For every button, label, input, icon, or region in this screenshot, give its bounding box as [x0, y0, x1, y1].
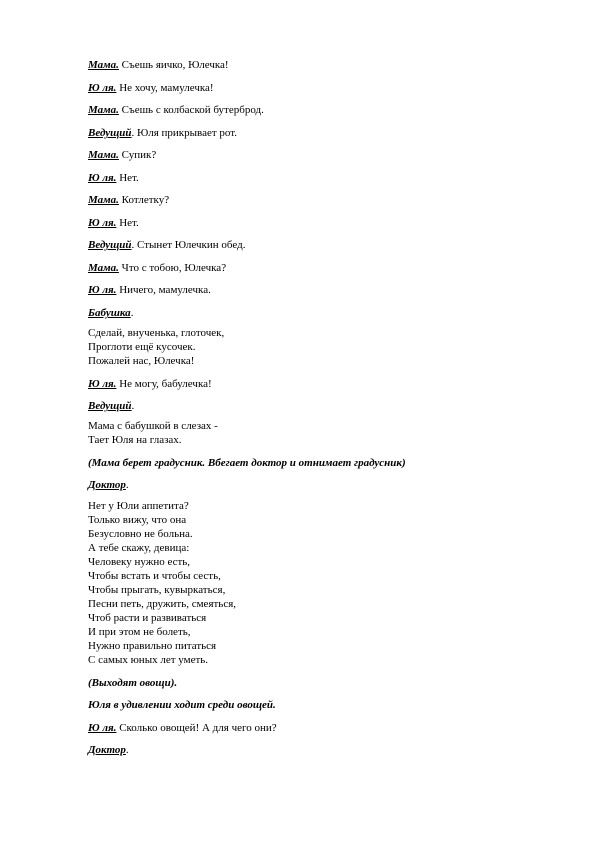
- speaker-name: Доктор: [88, 744, 126, 756]
- dialogue-line: [88, 58, 229, 72]
- dialogue-text: .: [125, 744, 129, 756]
- dialogue-text: Что с тобою, Юлечка?: [118, 262, 227, 274]
- dialogue-line: [88, 261, 226, 275]
- speaker-name: Ю ля.: [88, 82, 117, 94]
- dialogue-line: [88, 399, 134, 413]
- verse-line: Нужно правильно питаться: [88, 640, 217, 652]
- dialogue-line: [88, 377, 212, 391]
- speaker-name: Мама.: [88, 59, 119, 71]
- speaker-name: Ведущий: [88, 400, 132, 412]
- dialogue-text: Сколько овощей! А для чего они?: [116, 722, 277, 734]
- verse-line: Песни петь, дружить, смеяться,: [88, 598, 237, 610]
- verse-line: Чтобы встать и чтобы сесть,: [88, 570, 221, 582]
- verse-line: А тебе скажу, девица:: [88, 542, 190, 554]
- verse-line: С самых юных лет уметь.: [88, 654, 209, 666]
- dialogue-line: [88, 721, 277, 735]
- dialogue-text: . Юля прикрывает рот.: [131, 127, 237, 139]
- dialogue-line: [88, 283, 211, 297]
- speaker-name: Мама.: [88, 104, 119, 116]
- stage-direction: (Выходят овощи).: [88, 677, 178, 689]
- stage-direction: (Мама берет градусник. Вбегает доктор и отнимает градусник): [88, 457, 406, 469]
- dialogue-text: Съешь с колбаской бутерброд.: [118, 104, 264, 116]
- verse-line: Пожалей нас, Юлечка!: [88, 355, 195, 367]
- verse-line: И при этом не болеть,: [88, 626, 191, 638]
- verse-line: Только вижу, что она: [88, 514, 187, 526]
- speaker-name: Ю ля.: [88, 172, 117, 184]
- dialogue-text: Не хочу, мамулечка!: [116, 82, 214, 94]
- dialogue-text: Супик?: [118, 149, 157, 161]
- speaker-name: Ю ля.: [88, 378, 117, 390]
- speaker-name: Мама.: [88, 262, 119, 274]
- speaker-name: Бабушка: [88, 307, 131, 319]
- dialogue-line: [88, 148, 156, 162]
- dialogue-line: [88, 238, 245, 252]
- verse-line: Проглоти ещё кусочек.: [88, 341, 196, 353]
- dialogue-line: [88, 478, 129, 492]
- speaker-name: Ю ля.: [88, 217, 117, 229]
- speaker-name: Мама.: [88, 194, 119, 206]
- speaker-name: Доктор: [88, 479, 126, 491]
- speaker-name: Мама.: [88, 149, 119, 161]
- stage-direction: Юля в удивлении ходит среди овощей.: [88, 699, 276, 711]
- speaker-name: Ведущий: [88, 239, 132, 251]
- dialogue-text: Съешь яичко, Юлечка!: [118, 59, 229, 71]
- dialogue-text: .: [125, 479, 129, 491]
- dialogue-line: [88, 171, 139, 185]
- dialogue-text: Не могу, бабулечка!: [116, 378, 212, 390]
- dialogue-line: [88, 193, 169, 207]
- speaker-name: Ведущий: [88, 127, 132, 139]
- verse-line: Человеку нужно есть,: [88, 556, 191, 568]
- verse-line: Сделай, внученька, глоточек,: [88, 327, 225, 339]
- speaker-name: Ю ля.: [88, 722, 117, 734]
- dialogue-text: .: [130, 307, 134, 319]
- dialogue-line: [88, 81, 214, 95]
- verse-line: Нет у Юли аппетита?: [88, 500, 189, 512]
- verse-line: Безусловно не больна.: [88, 528, 193, 540]
- speaker-name: Ю ля.: [88, 284, 117, 296]
- dialogue-text: Нет.: [116, 172, 139, 184]
- verse-line: Чтоб расти и развиваться: [88, 612, 207, 624]
- dialogue-line: [88, 216, 139, 230]
- dialogue-line: [88, 743, 129, 757]
- dialogue-text: Ничего, мамулечка.: [116, 284, 211, 296]
- verse-line: Чтобы прыгать, кувыркаться,: [88, 584, 226, 596]
- dialogue-line: [88, 306, 133, 320]
- dialogue-line: [88, 126, 237, 140]
- dialogue-text: Нет.: [116, 217, 139, 229]
- dialogue-text: . Стынет Юлечкин обед.: [131, 239, 246, 251]
- dialogue-line: [88, 103, 264, 117]
- dialogue-text: .: [131, 400, 135, 412]
- verse-line: Тает Юля на глазах.: [88, 434, 182, 446]
- verse-line: Мама с бабушкой в слезах -: [88, 420, 218, 432]
- dialogue-text: Котлетку?: [118, 194, 170, 206]
